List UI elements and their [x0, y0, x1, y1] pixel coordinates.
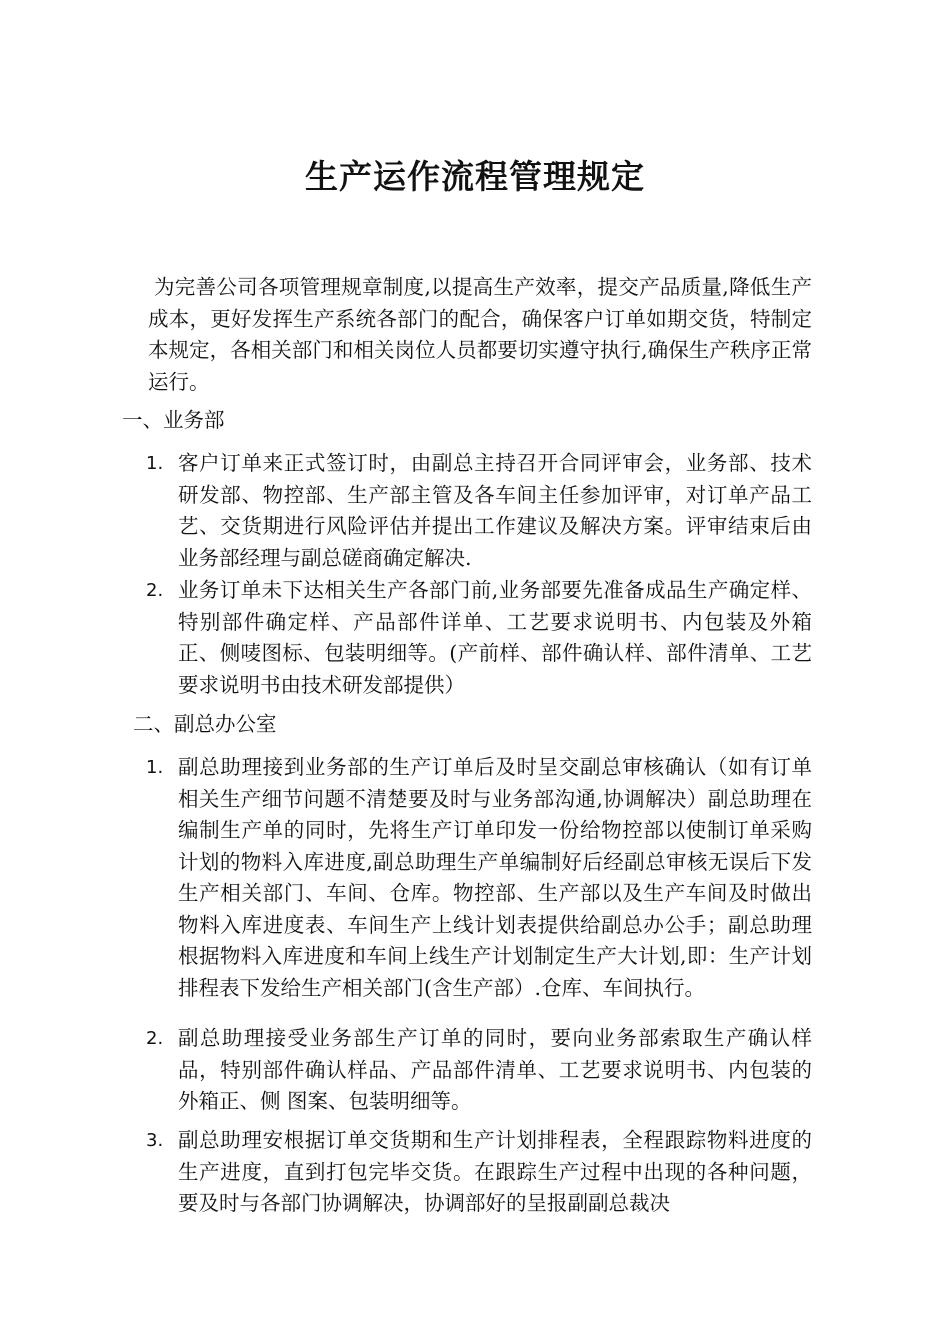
list-item-number: 1. — [146, 757, 164, 778]
list-item — [146, 575, 812, 701]
intro-paragraph: 为完善公司各项管理规章制度,以提高生产效率，提交产品质量,降低生产成本，更好发挥生产系统各部门的配合，确保客户订单如期交货，特制定本规定，各相关部门和相关岗位人员都要切实遵守执行,确保生产秩序正常运行。 — [148, 275, 812, 394]
list-item-text: 副总助理安根据订单交货期和生产计划排程表，全程跟踪物料进度的生产进度，直到打包完毕交货。在跟踪生产过程中出现的各种问题，要及时与各部门协调解决，协调部好的呈报副副总裁决 — [178, 1128, 812, 1215]
document-title: 生产运作流程管理规定 — [305, 157, 645, 196]
list-item — [146, 1125, 812, 1220]
list-item-text: 副总助理接受业务部生产订单的同时，要向业务部索取生产确认样品，特别部件确认样品、产品部件清单、工艺要求说明书、内包装的外箱正、侧 图案、包装明细等。 — [178, 1026, 812, 1113]
list-item-number: 2. — [146, 580, 164, 601]
list-item — [146, 448, 812, 574]
list-item-text: 业务订单未下达相关生产各部门前,业务部要先准备成品生产确定样、特别部件确定样、产品部件详单、工艺要求说明书、内包装及外箱正、侧唛图标、包装明细等。(产前样、部件确认样、部件清单、工艺要求说明书由技术研发部提供） — [178, 578, 812, 697]
list-item-text: 副总助理接到业务部的生产订单后及时呈交副总审核确认（如有订单相关生产细节问题不清楚要及时与业务部沟通,协调解决）副总助理在编制生产单的同时，先将生产订单印发一份给物控部以使制订单采购计划的物料入库进度,副总助理生产单编制好后经副总审核无误后下发生产相关部门、车间、仓库。物控部、生产部以及生产车间及时做出物料入库进度表、车间生产上线计划表提供给副总办公手；副总助理根据物料入库进度和车间上线生产计划制定生产大计划,即：生产计划排程表下发给生产相关部门(含生产部）.仓库、车间执行。 — [178, 755, 812, 1000]
list-item-number: 3. — [146, 1130, 164, 1151]
section-heading-vp-office: 二、副总办公室 — [133, 712, 277, 736]
list-item — [146, 1023, 812, 1118]
list-item-number: 2. — [146, 1028, 164, 1049]
list-item-number: 1. — [146, 453, 164, 474]
list-item — [146, 752, 812, 1004]
list-item-text: 客户订单来正式签订时，由副总主持召开合同评审会，业务部、技术研发部、物控部、生产部主管及各车间主任参加评审，对订单产品工艺、交货期进行风险评估并提出工作建议及解决方案。评审结束后由业务部经理与副总磋商确定解决. — [178, 451, 812, 570]
section-heading-business: 一、业务部 — [122, 408, 225, 432]
